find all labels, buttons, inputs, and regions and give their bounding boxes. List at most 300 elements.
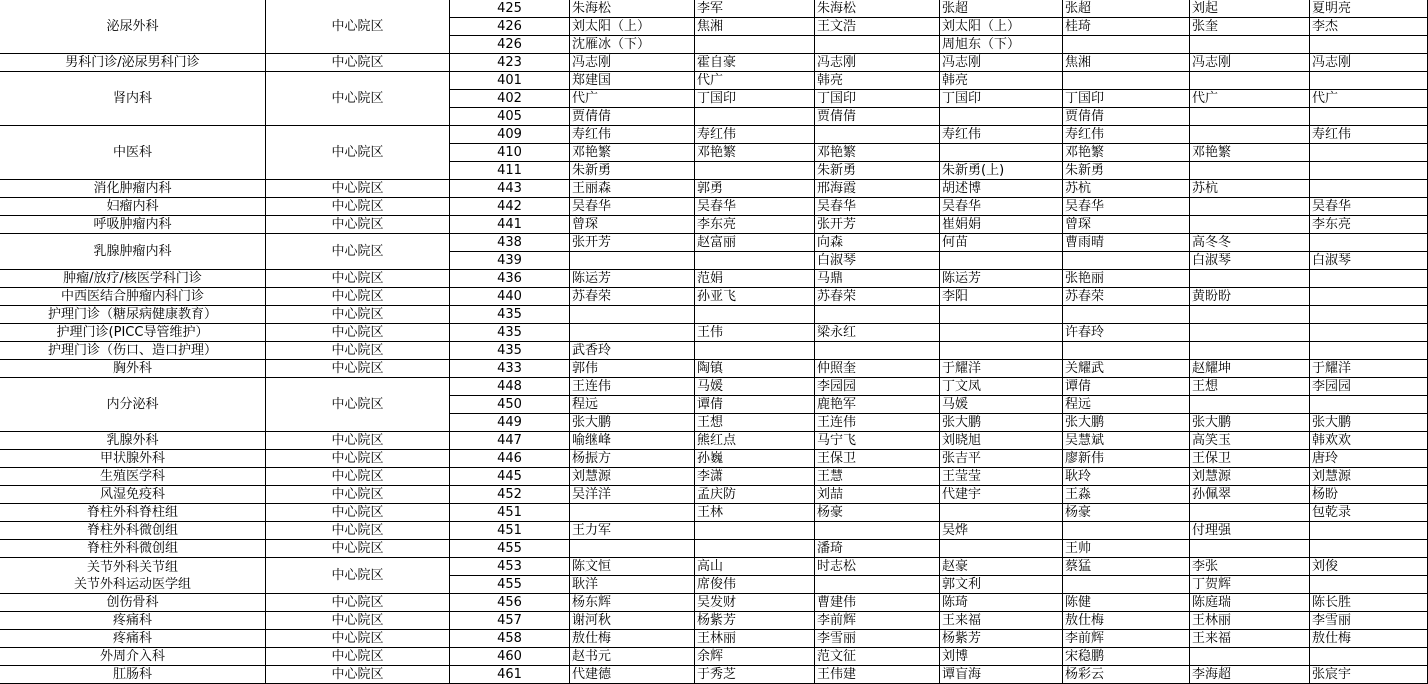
doctor-cell[interactable] xyxy=(570,252,695,270)
doctor-cell[interactable]: 敖仕梅 xyxy=(570,630,695,648)
doctor-cell[interactable]: 陈庭瑞 xyxy=(1190,594,1310,612)
doctor-cell[interactable] xyxy=(940,144,1063,162)
doctor-cell[interactable]: 向森 xyxy=(815,234,940,252)
department-cell[interactable]: 肾内科 xyxy=(0,72,266,126)
doctor-cell[interactable]: 崔娟娟 xyxy=(940,216,1063,234)
doctor-cell[interactable]: 寿红伟 xyxy=(1063,126,1190,144)
doctor-cell[interactable]: 吴发财 xyxy=(695,594,815,612)
doctor-cell[interactable] xyxy=(1310,162,1428,180)
doctor-cell[interactable]: 李阳 xyxy=(940,288,1063,306)
doctor-cell[interactable]: 代广 xyxy=(695,72,815,90)
room-number-cell[interactable]: 439 xyxy=(450,252,570,270)
doctor-cell[interactable]: 于秀芝 xyxy=(695,666,815,684)
doctor-cell[interactable] xyxy=(1310,522,1428,540)
doctor-cell[interactable]: 周旭东（下） xyxy=(940,36,1063,54)
doctor-cell[interactable]: 杨豪 xyxy=(815,504,940,522)
doctor-cell[interactable]: 丁国印 xyxy=(815,90,940,108)
room-number-cell[interactable]: 442 xyxy=(450,198,570,216)
doctor-cell[interactable] xyxy=(815,342,940,360)
doctor-cell[interactable]: 陈健 xyxy=(1063,594,1190,612)
doctor-cell[interactable] xyxy=(695,540,815,558)
doctor-cell[interactable]: 于耀洋 xyxy=(1310,360,1428,378)
department-cell[interactable]: 泌尿外科 xyxy=(0,0,266,54)
campus-cell[interactable]: 中心院区 xyxy=(266,360,450,378)
doctor-cell[interactable] xyxy=(695,162,815,180)
doctor-cell[interactable]: 朱海松 xyxy=(815,0,940,18)
room-number-cell[interactable]: 401 xyxy=(450,72,570,90)
doctor-cell[interactable] xyxy=(570,540,695,558)
room-number-cell[interactable]: 445 xyxy=(450,468,570,486)
room-number-cell[interactable]: 435 xyxy=(450,342,570,360)
doctor-cell[interactable]: 吴慧斌 xyxy=(1063,432,1190,450)
doctor-cell[interactable]: 吴春华 xyxy=(1310,198,1428,216)
doctor-cell[interactable]: 刘喆 xyxy=(815,486,940,504)
room-number-cell[interactable]: 460 xyxy=(450,648,570,666)
doctor-cell[interactable]: 李雪丽 xyxy=(1310,612,1428,630)
department-cell[interactable]: 胸外科 xyxy=(0,360,266,378)
doctor-cell[interactable]: 谭倩 xyxy=(1063,378,1190,396)
doctor-cell[interactable]: 杨紫芳 xyxy=(940,630,1063,648)
doctor-cell[interactable] xyxy=(570,504,695,522)
doctor-cell[interactable] xyxy=(1063,576,1190,594)
doctor-cell[interactable]: 关耀武 xyxy=(1063,360,1190,378)
doctor-cell[interactable]: 程远 xyxy=(570,396,695,414)
doctor-cell[interactable]: 杨紫芳 xyxy=(695,612,815,630)
doctor-cell[interactable]: 张超 xyxy=(1063,0,1190,18)
room-number-cell[interactable]: 452 xyxy=(450,486,570,504)
doctor-cell[interactable] xyxy=(1063,522,1190,540)
doctor-cell[interactable]: 耿玲 xyxy=(1063,468,1190,486)
doctor-cell[interactable]: 寿红伟 xyxy=(570,126,695,144)
room-number-cell[interactable]: 423 xyxy=(450,54,570,72)
doctor-cell[interactable]: 王想 xyxy=(695,414,815,432)
doctor-cell[interactable]: 王伟 xyxy=(695,324,815,342)
doctor-cell[interactable]: 李前辉 xyxy=(815,612,940,630)
doctor-cell[interactable] xyxy=(1190,108,1310,126)
department-cell[interactable]: 妇瘤内科 xyxy=(0,198,266,216)
department-cell[interactable]: 肿瘤/放疗/核医学科门诊 xyxy=(0,270,266,288)
doctor-cell[interactable]: 谢河秋 xyxy=(570,612,695,630)
department-cell[interactable]: 护理门诊（伤口、造口护理） xyxy=(0,342,266,360)
department-cell[interactable]: 中西医结合肿瘤内科门诊 xyxy=(0,288,266,306)
doctor-cell[interactable] xyxy=(1310,396,1428,414)
department-cell[interactable] xyxy=(0,558,266,594)
doctor-cell[interactable]: 范娟 xyxy=(695,270,815,288)
doctor-cell[interactable]: 程远 xyxy=(1063,396,1190,414)
doctor-cell[interactable]: 代建德 xyxy=(570,666,695,684)
room-number-cell[interactable]: 409 xyxy=(450,126,570,144)
doctor-cell[interactable] xyxy=(695,342,815,360)
doctor-cell[interactable]: 马宁飞 xyxy=(815,432,940,450)
doctor-cell[interactable]: 张开芳 xyxy=(815,216,940,234)
doctor-cell[interactable]: 廖新伟 xyxy=(1063,450,1190,468)
doctor-cell[interactable]: 刘慧源 xyxy=(1190,468,1310,486)
doctor-cell[interactable]: 曹雨晴 xyxy=(1063,234,1190,252)
doctor-cell[interactable]: 曾琛 xyxy=(1063,216,1190,234)
room-number-cell[interactable]: 461 xyxy=(450,666,570,684)
room-number-cell[interactable]: 435 xyxy=(450,324,570,342)
room-number-cell[interactable]: 455 xyxy=(450,540,570,558)
doctor-cell[interactable]: 吴春华 xyxy=(570,198,695,216)
doctor-cell[interactable]: 朱海松 xyxy=(570,0,695,18)
campus-cell[interactable]: 中心院区 xyxy=(266,432,450,450)
doctor-cell[interactable]: 冯志刚 xyxy=(815,54,940,72)
doctor-cell[interactable]: 敖仕梅 xyxy=(1310,630,1428,648)
doctor-cell[interactable]: 马媛 xyxy=(940,396,1063,414)
department-cell[interactable]: 内分泌科 xyxy=(0,378,266,432)
doctor-cell[interactable]: 孙亚飞 xyxy=(695,288,815,306)
department-cell[interactable]: 中医科 xyxy=(0,126,266,180)
doctor-cell[interactable]: 韩亮 xyxy=(815,72,940,90)
room-number-cell[interactable]: 411 xyxy=(450,162,570,180)
doctor-cell[interactable]: 张艳丽 xyxy=(1063,270,1190,288)
doctor-cell[interactable]: 邓艳繁 xyxy=(1063,144,1190,162)
doctor-cell[interactable]: 耿洋 xyxy=(570,576,695,594)
room-number-cell[interactable]: 425 xyxy=(450,0,570,18)
doctor-cell[interactable]: 黄盼盼 xyxy=(1190,288,1310,306)
doctor-cell[interactable]: 何苗 xyxy=(940,234,1063,252)
doctor-cell[interactable] xyxy=(1310,540,1428,558)
campus-cell[interactable]: 中心院区 xyxy=(266,180,450,198)
doctor-cell[interactable] xyxy=(1310,36,1428,54)
doctor-cell[interactable] xyxy=(1310,180,1428,198)
doctor-cell[interactable]: 吴春华 xyxy=(940,198,1063,216)
doctor-cell[interactable]: 冯志刚 xyxy=(1310,54,1428,72)
doctor-cell[interactable]: 范文征 xyxy=(815,648,940,666)
doctor-cell[interactable] xyxy=(570,324,695,342)
campus-cell[interactable]: 中心院区 xyxy=(266,324,450,342)
campus-cell[interactable]: 中心院区 xyxy=(266,72,450,126)
campus-cell[interactable]: 中心院区 xyxy=(266,558,450,594)
doctor-cell[interactable] xyxy=(815,126,940,144)
doctor-cell[interactable]: 李园园 xyxy=(1310,378,1428,396)
doctor-cell[interactable]: 冯志刚 xyxy=(1190,54,1310,72)
doctor-cell[interactable]: 邢海霞 xyxy=(815,180,940,198)
campus-cell[interactable]: 中心院区 xyxy=(266,630,450,648)
doctor-cell[interactable]: 李东亮 xyxy=(695,216,815,234)
doctor-cell[interactable]: 焦湘 xyxy=(1063,54,1190,72)
doctor-cell[interactable] xyxy=(1310,144,1428,162)
doctor-cell[interactable]: 丁贺辉 xyxy=(1190,576,1310,594)
room-number-cell[interactable]: 435 xyxy=(450,306,570,324)
campus-cell[interactable]: 中心院区 xyxy=(266,342,450,360)
doctor-cell[interactable]: 张超 xyxy=(940,0,1063,18)
department-cell[interactable]: 呼吸肿瘤内科 xyxy=(0,216,266,234)
doctor-cell[interactable] xyxy=(815,306,940,324)
doctor-cell[interactable]: 唐玲 xyxy=(1310,450,1428,468)
doctor-cell[interactable]: 刘博 xyxy=(940,648,1063,666)
doctor-cell[interactable]: 陈琦 xyxy=(940,594,1063,612)
campus-cell[interactable]: 中心院区 xyxy=(266,666,450,684)
doctor-cell[interactable]: 于耀洋 xyxy=(940,360,1063,378)
doctor-cell[interactable]: 张大鹏 xyxy=(570,414,695,432)
room-number-cell[interactable]: 449 xyxy=(450,414,570,432)
doctor-cell[interactable]: 鹿艳军 xyxy=(815,396,940,414)
doctor-cell[interactable]: 胡述博 xyxy=(940,180,1063,198)
doctor-cell[interactable] xyxy=(1310,648,1428,666)
campus-cell[interactable]: 中心院区 xyxy=(266,522,450,540)
doctor-cell[interactable]: 李张 xyxy=(1190,558,1310,576)
doctor-cell[interactable] xyxy=(1190,72,1310,90)
room-number-cell[interactable]: 426 xyxy=(450,18,570,36)
room-number-cell[interactable]: 458 xyxy=(450,630,570,648)
doctor-cell[interactable]: 谭盲海 xyxy=(940,666,1063,684)
doctor-cell[interactable]: 孙巍 xyxy=(695,450,815,468)
campus-cell[interactable]: 中心院区 xyxy=(266,468,450,486)
campus-cell[interactable]: 中心院区 xyxy=(266,612,450,630)
doctor-cell[interactable] xyxy=(815,522,940,540)
doctor-cell[interactable]: 张大鹏 xyxy=(1063,414,1190,432)
doctor-cell[interactable]: 白淑琴 xyxy=(1190,252,1310,270)
department-cell[interactable]: 乳腺外科 xyxy=(0,432,266,450)
department-cell[interactable]: 疼痛科 xyxy=(0,630,266,648)
doctor-cell[interactable]: 张大鹏 xyxy=(1310,414,1428,432)
doctor-cell[interactable] xyxy=(695,522,815,540)
doctor-cell[interactable]: 李潇 xyxy=(695,468,815,486)
doctor-cell[interactable]: 邓艳繁 xyxy=(815,144,940,162)
room-number-cell[interactable]: 410 xyxy=(450,144,570,162)
room-number-cell[interactable]: 443 xyxy=(450,180,570,198)
doctor-cell[interactable]: 夏明亮 xyxy=(1310,0,1428,18)
doctor-cell[interactable]: 刘慧源 xyxy=(1310,468,1428,486)
room-number-cell[interactable]: 448 xyxy=(450,378,570,396)
doctor-cell[interactable]: 丁国印 xyxy=(695,90,815,108)
doctor-cell[interactable] xyxy=(940,306,1063,324)
doctor-cell[interactable]: 孟庆防 xyxy=(695,486,815,504)
doctor-cell[interactable] xyxy=(1190,126,1310,144)
doctor-cell[interactable] xyxy=(940,504,1063,522)
doctor-cell[interactable]: 朱新勇 xyxy=(570,162,695,180)
doctor-cell[interactable]: 杨东辉 xyxy=(570,594,695,612)
department-cell[interactable]: 护理门诊(PICC导管维护） xyxy=(0,324,266,342)
doctor-cell[interactable]: 寿红伟 xyxy=(940,126,1063,144)
doctor-cell[interactable] xyxy=(1310,72,1428,90)
doctor-cell[interactable] xyxy=(1310,108,1428,126)
doctor-cell[interactable] xyxy=(1190,216,1310,234)
doctor-cell[interactable]: 宋稳鹏 xyxy=(1063,648,1190,666)
doctor-cell[interactable]: 王来福 xyxy=(1190,630,1310,648)
doctor-cell[interactable]: 王慧 xyxy=(815,468,940,486)
doctor-cell[interactable]: 郑建国 xyxy=(570,72,695,90)
doctor-cell[interactable]: 白淑琴 xyxy=(815,252,940,270)
doctor-cell[interactable]: 苏杭 xyxy=(1190,180,1310,198)
doctor-cell[interactable]: 高笑玉 xyxy=(1190,432,1310,450)
doctor-cell[interactable]: 吴洋洋 xyxy=(570,486,695,504)
doctor-cell[interactable]: 陈文恒 xyxy=(570,558,695,576)
doctor-cell[interactable]: 王文浩 xyxy=(815,18,940,36)
doctor-cell[interactable]: 邓艳繁 xyxy=(695,144,815,162)
department-cell[interactable]: 脊柱外科微创组 xyxy=(0,522,266,540)
room-number-cell[interactable]: 433 xyxy=(450,360,570,378)
doctor-cell[interactable]: 蔡猛 xyxy=(1063,558,1190,576)
doctor-cell[interactable] xyxy=(1310,306,1428,324)
doctor-cell[interactable] xyxy=(1310,234,1428,252)
doctor-cell[interactable]: 郭文利 xyxy=(940,576,1063,594)
doctor-cell[interactable]: 郭伟 xyxy=(570,360,695,378)
doctor-cell[interactable]: 张开芳 xyxy=(570,234,695,252)
doctor-cell[interactable]: 王丽森 xyxy=(570,180,695,198)
campus-cell[interactable]: 中心院区 xyxy=(266,270,450,288)
department-cell[interactable]: 外周介入科 xyxy=(0,648,266,666)
campus-cell[interactable]: 中心院区 xyxy=(266,450,450,468)
campus-cell[interactable]: 中心院区 xyxy=(266,288,450,306)
doctor-cell[interactable] xyxy=(1190,36,1310,54)
doctor-cell[interactable] xyxy=(695,252,815,270)
doctor-cell[interactable]: 马媛 xyxy=(695,378,815,396)
doctor-cell[interactable]: 吴春华 xyxy=(1063,198,1190,216)
doctor-cell[interactable]: 梁永红 xyxy=(815,324,940,342)
doctor-cell[interactable] xyxy=(1190,324,1310,342)
doctor-cell[interactable] xyxy=(1063,306,1190,324)
doctor-cell[interactable]: 王林丽 xyxy=(1190,612,1310,630)
doctor-cell[interactable] xyxy=(815,576,940,594)
room-number-cell[interactable]: 451 xyxy=(450,504,570,522)
doctor-cell[interactable]: 陈运芳 xyxy=(940,270,1063,288)
doctor-cell[interactable]: 杨豪 xyxy=(1063,504,1190,522)
doctor-cell[interactable]: 朱新勇 xyxy=(1063,162,1190,180)
doctor-cell[interactable]: 李前辉 xyxy=(1063,630,1190,648)
doctor-cell[interactable] xyxy=(1190,504,1310,522)
doctor-cell[interactable]: 马鼎 xyxy=(815,270,940,288)
room-number-cell[interactable]: 426 xyxy=(450,36,570,54)
doctor-cell[interactable]: 李园园 xyxy=(815,378,940,396)
room-number-cell[interactable]: 405 xyxy=(450,108,570,126)
room-number-cell[interactable]: 438 xyxy=(450,234,570,252)
doctor-cell[interactable]: 王来福 xyxy=(940,612,1063,630)
room-number-cell[interactable]: 455 xyxy=(450,576,570,594)
department-cell[interactable]: 男科门诊/泌尿男科门诊 xyxy=(0,54,266,72)
doctor-cell[interactable]: 刘太阳（上） xyxy=(570,18,695,36)
doctor-cell[interactable] xyxy=(815,36,940,54)
campus-cell[interactable]: 中心院区 xyxy=(266,486,450,504)
doctor-cell[interactable]: 刘起 xyxy=(1190,0,1310,18)
doctor-cell[interactable]: 冯志刚 xyxy=(570,54,695,72)
doctor-cell[interactable]: 王连伟 xyxy=(815,414,940,432)
doctor-cell[interactable]: 吴春华 xyxy=(815,198,940,216)
doctor-cell[interactable]: 邓艳繁 xyxy=(570,144,695,162)
doctor-cell[interactable]: 李军 xyxy=(695,0,815,18)
doctor-cell[interactable]: 贾倩倩 xyxy=(570,108,695,126)
doctor-cell[interactable]: 孙佩翠 xyxy=(1190,486,1310,504)
department-cell[interactable]: 乳腺肿瘤内科 xyxy=(0,234,266,270)
department-cell[interactable]: 护理门诊（糖尿病健康教育） xyxy=(0,306,266,324)
doctor-cell[interactable]: 吴烨 xyxy=(940,522,1063,540)
doctor-cell[interactable] xyxy=(695,108,815,126)
doctor-cell[interactable] xyxy=(940,324,1063,342)
doctor-cell[interactable]: 王连伟 xyxy=(570,378,695,396)
room-number-cell[interactable]: 447 xyxy=(450,432,570,450)
doctor-cell[interactable]: 霍自豪 xyxy=(695,54,815,72)
campus-cell[interactable]: 中心院区 xyxy=(266,126,450,180)
doctor-cell[interactable] xyxy=(1310,576,1428,594)
campus-cell[interactable]: 中心院区 xyxy=(266,198,450,216)
doctor-cell[interactable]: 代广 xyxy=(1310,90,1428,108)
doctor-cell[interactable] xyxy=(940,342,1063,360)
doctor-cell[interactable]: 张吉平 xyxy=(940,450,1063,468)
doctor-cell[interactable]: 陶镇 xyxy=(695,360,815,378)
doctor-cell[interactable]: 丁文凤 xyxy=(940,378,1063,396)
doctor-cell[interactable]: 陈长胜 xyxy=(1310,594,1428,612)
doctor-cell[interactable]: 寿红伟 xyxy=(695,126,815,144)
room-number-cell[interactable]: 436 xyxy=(450,270,570,288)
doctor-cell[interactable] xyxy=(1190,162,1310,180)
doctor-cell[interactable]: 刘太阳（上） xyxy=(940,18,1063,36)
room-number-cell[interactable]: 441 xyxy=(450,216,570,234)
doctor-cell[interactable]: 苏杭 xyxy=(1063,180,1190,198)
doctor-cell[interactable]: 丁国印 xyxy=(1063,90,1190,108)
doctor-cell[interactable] xyxy=(1190,270,1310,288)
campus-cell[interactable]: 中心院区 xyxy=(266,378,450,432)
doctor-cell[interactable]: 曹建伟 xyxy=(815,594,940,612)
doctor-cell[interactable]: 王力军 xyxy=(570,522,695,540)
doctor-cell[interactable]: 张大鹏 xyxy=(940,414,1063,432)
doctor-cell[interactable] xyxy=(1310,324,1428,342)
room-number-cell[interactable]: 446 xyxy=(450,450,570,468)
doctor-cell[interactable]: 焦湘 xyxy=(695,18,815,36)
department-cell[interactable]: 肛肠科 xyxy=(0,666,266,684)
doctor-cell[interactable]: 李东亮 xyxy=(1310,216,1428,234)
doctor-cell[interactable]: 刘俊 xyxy=(1310,558,1428,576)
doctor-cell[interactable]: 王伟建 xyxy=(815,666,940,684)
doctor-cell[interactable] xyxy=(1310,270,1428,288)
department-cell[interactable]: 脊柱外科微创组 xyxy=(0,540,266,558)
doctor-cell[interactable]: 王保卫 xyxy=(815,450,940,468)
room-number-cell[interactable]: 440 xyxy=(450,288,570,306)
doctor-cell[interactable]: 潘琦 xyxy=(815,540,940,558)
department-cell[interactable]: 消化肿瘤内科 xyxy=(0,180,266,198)
doctor-cell[interactable] xyxy=(940,108,1063,126)
room-number-cell[interactable]: 450 xyxy=(450,396,570,414)
department-cell[interactable]: 生殖医学科 xyxy=(0,468,266,486)
doctor-cell[interactable]: 张奎 xyxy=(1190,18,1310,36)
department-cell[interactable]: 疼痛科 xyxy=(0,612,266,630)
doctor-cell[interactable] xyxy=(1063,36,1190,54)
doctor-cell[interactable]: 朱新勇(上) xyxy=(940,162,1063,180)
doctor-cell[interactable] xyxy=(940,540,1063,558)
doctor-cell[interactable] xyxy=(1190,396,1310,414)
doctor-cell[interactable]: 李海超 xyxy=(1190,666,1310,684)
doctor-cell[interactable]: 赵耀坤 xyxy=(1190,360,1310,378)
doctor-cell[interactable]: 沈雁冰（下） xyxy=(570,36,695,54)
doctor-cell[interactable]: 贾倩倩 xyxy=(815,108,940,126)
doctor-cell[interactable]: 苏春荣 xyxy=(815,288,940,306)
campus-cell[interactable]: 中心院区 xyxy=(266,54,450,72)
doctor-cell[interactable]: 白淑琴 xyxy=(1310,252,1428,270)
room-number-cell[interactable]: 453 xyxy=(450,558,570,576)
campus-cell[interactable]: 中心院区 xyxy=(266,540,450,558)
doctor-cell[interactable]: 仲照奎 xyxy=(815,360,940,378)
doctor-cell[interactable]: 吴春华 xyxy=(695,198,815,216)
doctor-cell[interactable] xyxy=(570,306,695,324)
doctor-cell[interactable]: 韩亮 xyxy=(940,72,1063,90)
doctor-cell[interactable]: 郭勇 xyxy=(695,180,815,198)
doctor-cell[interactable]: 朱新勇 xyxy=(815,162,940,180)
doctor-cell[interactable]: 陈运芳 xyxy=(570,270,695,288)
doctor-cell[interactable]: 曾琛 xyxy=(570,216,695,234)
doctor-cell[interactable]: 敖仕梅 xyxy=(1063,612,1190,630)
campus-cell[interactable]: 中心院区 xyxy=(266,0,450,54)
doctor-cell[interactable]: 包乾录 xyxy=(1310,504,1428,522)
doctor-cell[interactable]: 时志松 xyxy=(815,558,940,576)
campus-cell[interactable]: 中心院区 xyxy=(266,216,450,234)
doctor-cell[interactable] xyxy=(1190,648,1310,666)
department-cell[interactable]: 甲状腺外科 xyxy=(0,450,266,468)
campus-cell[interactable]: 中心院区 xyxy=(266,648,450,666)
department-cell[interactable]: 创伤骨科 xyxy=(0,594,266,612)
doctor-cell[interactable]: 代建宇 xyxy=(940,486,1063,504)
doctor-cell[interactable]: 代广 xyxy=(570,90,695,108)
doctor-cell[interactable]: 苏春荣 xyxy=(1063,288,1190,306)
